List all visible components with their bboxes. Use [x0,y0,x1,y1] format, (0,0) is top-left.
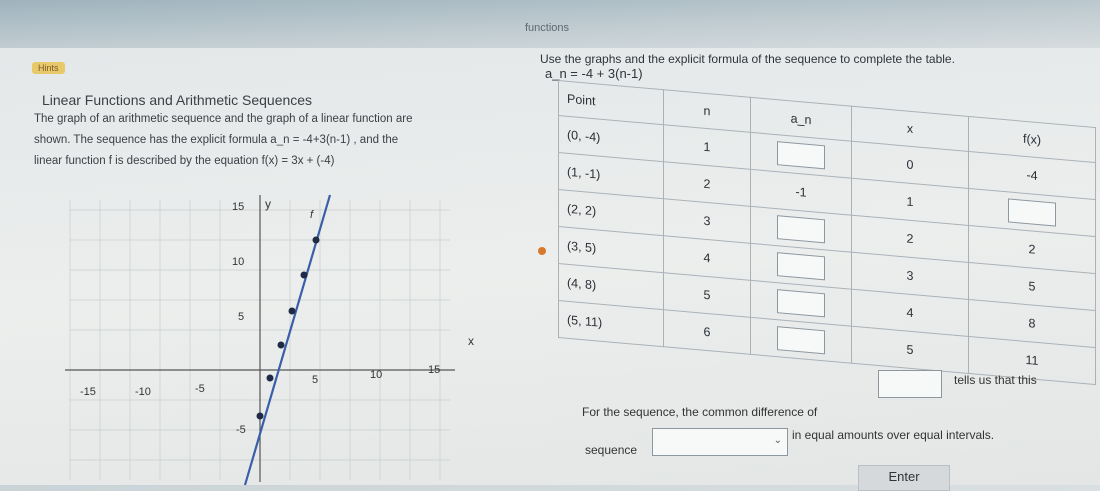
functions-tab[interactable]: functions [525,22,570,34]
equal-intervals-text: in equal amounts over equal intervals. [792,428,995,442]
header-point: Point [559,81,664,125]
cell-n: 4 [664,236,751,281]
cell-x: 5 [852,326,969,373]
cell-x: 4 [852,289,969,336]
chevron-down-icon: ⌄ [773,435,782,446]
intro-line-3: linear function f is described by the equation f(x) = 3x + (-4) [34,155,335,167]
cell-n: 6 [664,310,751,355]
cell-fx: 5 [969,262,1096,310]
sequence-point [289,308,296,315]
fx-answer-box[interactable] [1008,198,1056,226]
enter-button[interactable]: Enter [858,465,950,491]
common-difference-input[interactable] [878,370,942,398]
cell-point: (5, 11) [559,301,664,347]
header-an: a_n [751,97,852,141]
an-answer-box[interactable] [777,215,825,243]
progress-dot [538,247,546,255]
x-tick: -10 [135,386,151,398]
cell-x: 3 [852,252,969,299]
cell-fx: 2 [969,225,1096,273]
cell-fx: 11 [969,336,1096,384]
cell-n: 1 [664,125,751,170]
cell-x: 0 [852,141,969,188]
cell-n: 2 [664,162,751,207]
value-table [558,80,1096,385]
intro-line-2: shown. The sequence has the explicit formula a_n = -4+3(n-1) , and the [34,134,399,146]
an-answer-box[interactable] [777,326,825,354]
cell-an: -1 [751,169,852,215]
x-tick: -15 [80,386,96,398]
sequence-formula: a_n = -4 + 3(n-1) [545,66,643,81]
header-fx: f(x) [969,116,1096,162]
y-tick: 5 [238,311,245,323]
x-tick: 10 [370,369,383,381]
cell-point: (3, 5) [559,227,664,273]
an-answer-box[interactable] [777,289,825,317]
instruction-text: Use the graphs and the explicit formula of the sequence to complete the table. [540,52,955,66]
cell-n: 5 [664,273,751,318]
statement-continuation: tells us that this [954,373,1037,387]
cell-point: (1, -1) [559,153,664,199]
header-n: n [664,90,751,133]
page-title: Linear Functions and Arithmetic Sequences [42,92,313,108]
x-tick: 5 [312,374,319,386]
y-tick: 15 [232,201,245,213]
y-tick: 10 [232,256,245,268]
cell-point: (4, 8) [559,264,664,310]
x-tick: -5 [195,383,205,395]
cell-point: (0, -4) [559,116,664,162]
x-axis-label: x [468,334,474,348]
sequence-point [301,272,308,279]
sequence-point [267,375,274,382]
sequence-label: sequence [585,443,638,457]
sequence-point [257,413,264,420]
header-x: x [852,106,969,151]
function-label: f [310,209,314,221]
cell-x: 2 [852,215,969,262]
an-answer-box[interactable] [777,141,825,169]
sequence-point [313,237,320,244]
hints-button[interactable]: Hints [32,62,65,74]
cell-x: 1 [852,178,969,225]
intro-line-1: The graph of an arithmetic sequence and the graph of a linear function are [34,113,413,125]
sequence-behavior-select[interactable] [652,428,788,456]
cell-fx: -4 [969,151,1096,199]
y-tick: -5 [236,424,246,436]
cell-fx: 8 [969,299,1096,347]
common-difference-text: For the sequence, the common difference of [582,405,818,419]
coordinate-graph [60,190,474,485]
an-answer-box[interactable] [777,252,825,280]
sequence-point [278,342,285,349]
x-tick: 15 [428,364,441,376]
y-axis-label: y [265,197,271,211]
cell-point: (2, 2) [559,190,664,236]
cell-n: 3 [664,199,751,244]
